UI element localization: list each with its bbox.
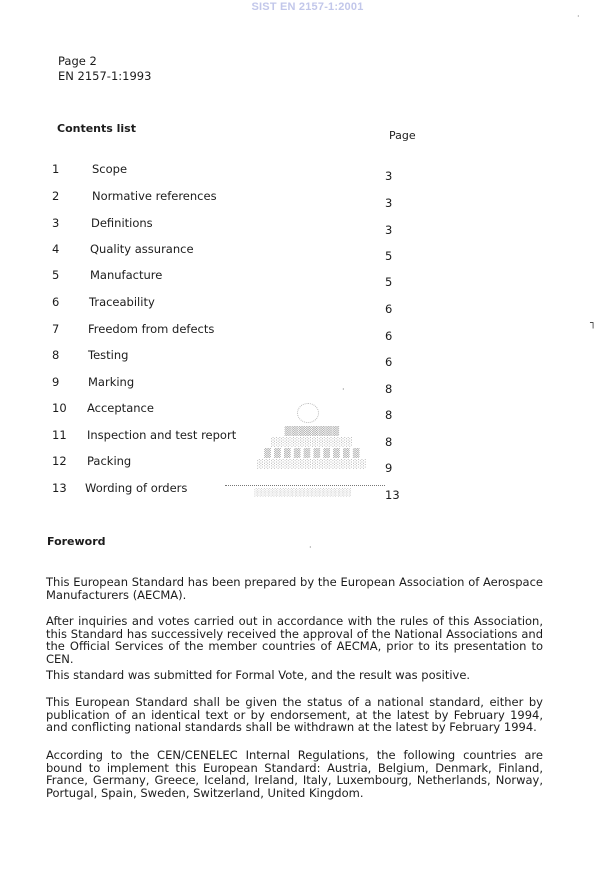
- toc-page: 6: [385, 329, 393, 343]
- library-stamp: ░░░░░░░░░░░░░░░░ ▒ ▒ ▒ ▒ ▒ ▒ ▒ ▒ ▒ ▒ ░░░░░░░░░░░░ ▒▒▒▒▒▒▒▒: [257, 425, 367, 468]
- toc-number: 10: [52, 401, 67, 415]
- standard-id: EN 2157-1:1993: [58, 69, 152, 83]
- foreword-paragraph: This standard was submitted for Formal Vote, and the result was positive.: [46, 668, 471, 682]
- toc-title: Packing: [87, 454, 132, 468]
- page-number: Page 2: [58, 54, 97, 68]
- toc-entry: [0, 375, 615, 395]
- toc-entry: [0, 322, 615, 342]
- foreword-paragraph: This European Standard has been prepared by the European Association of Aerospace Manufacturers (AECMA).: [46, 575, 543, 602]
- speck-mark: ·: [577, 12, 580, 21]
- toc-number: 9: [52, 375, 60, 389]
- speck-mark: ·: [309, 543, 312, 552]
- toc-title: Normative references: [92, 189, 217, 203]
- toc-number: 5: [52, 268, 60, 282]
- foreword-paragraph: This European Standard shall be given the status of a national standard, either by publication of an identical text or by endorsement, at the latest by February 1994, and conflicting national standards shall be withdrawn at the latest by February 1994.: [46, 695, 543, 734]
- toc-title: Testing: [88, 348, 129, 362]
- toc-page: 8: [385, 382, 393, 396]
- toc-number: 8: [52, 348, 60, 362]
- toc-title: Acceptance: [87, 401, 154, 415]
- toc-page: 3: [385, 169, 393, 183]
- toc-page: 3: [385, 196, 393, 210]
- page-column-heading: Page: [389, 129, 416, 142]
- toc-title: Traceability: [89, 295, 155, 309]
- toc-entry: [0, 162, 615, 182]
- toc-number: 4: [52, 242, 60, 256]
- page-header: [58, 54, 151, 84]
- speck-mark: ·: [342, 385, 345, 394]
- toc-page: 6: [385, 302, 393, 316]
- foreword-paragraph: According to the CEN/CENELEC Internal Regulations, the following countries are bound to implement this European Standard: Austria, Belgium, Denmark, Finland, France, Germany, Greece, Iceland, Ireland, Italy, Luxembourg, Netherlands, Norway, Portugal, Spain, Sweden, Switzerland, United Kingdom.: [46, 748, 543, 800]
- toc-page: 5: [385, 249, 393, 263]
- toc-title: Definitions: [91, 216, 153, 230]
- toc-title: Inspection and test report: [87, 428, 237, 442]
- toc-page: 13: [385, 488, 400, 502]
- toc-entry: [0, 348, 615, 368]
- watermark-text: SIST EN 2157-1:2001: [251, 1, 364, 13]
- toc-number: 7: [52, 322, 60, 336]
- toc-number: 13: [52, 481, 67, 495]
- toc-title: Wording of orders: [85, 481, 188, 495]
- toc-title: Scope: [92, 162, 128, 176]
- toc-title: Marking: [88, 375, 135, 389]
- contents-title: Contents list: [57, 122, 136, 135]
- toc-number: 12: [52, 454, 67, 468]
- toc-number: 1: [52, 162, 60, 176]
- foreword-title: Foreword: [47, 535, 106, 548]
- toc-title: Manufacture: [90, 268, 163, 282]
- toc-page: 5: [385, 275, 393, 289]
- toc-entry: [0, 189, 615, 209]
- dotted-leader: [225, 481, 385, 486]
- toc-entry: [0, 216, 615, 236]
- toc-title: Quality assurance: [90, 242, 194, 256]
- toc-number: 6: [52, 295, 60, 309]
- foreword-paragraph: After inquiries and votes carried out in accordance with the rules of this Association, this Standard has successively received the approval of the National Associations and the Official Services of the member countries of AECMA, prior to its presentation to CEN.: [46, 614, 543, 666]
- stamp-underline: ░░░░░░░░░░░░░░░░░░: [254, 488, 352, 496]
- toc-page: 9: [385, 461, 393, 475]
- toc-entry: [0, 268, 615, 288]
- toc-entry: [0, 242, 615, 262]
- toc-title: Freedom from defects: [88, 322, 215, 336]
- toc-page: 6: [385, 355, 393, 369]
- toc-page: 3: [385, 223, 393, 237]
- toc-number: 11: [52, 428, 67, 442]
- toc-entry: [0, 295, 615, 315]
- toc-number: 2: [52, 189, 60, 203]
- library-seal-mark: [297, 403, 319, 423]
- margin-bracket-mark: ┐: [590, 318, 597, 329]
- toc-number: 3: [52, 216, 60, 230]
- toc-page: 8: [385, 408, 393, 422]
- toc-page: 8: [385, 435, 393, 449]
